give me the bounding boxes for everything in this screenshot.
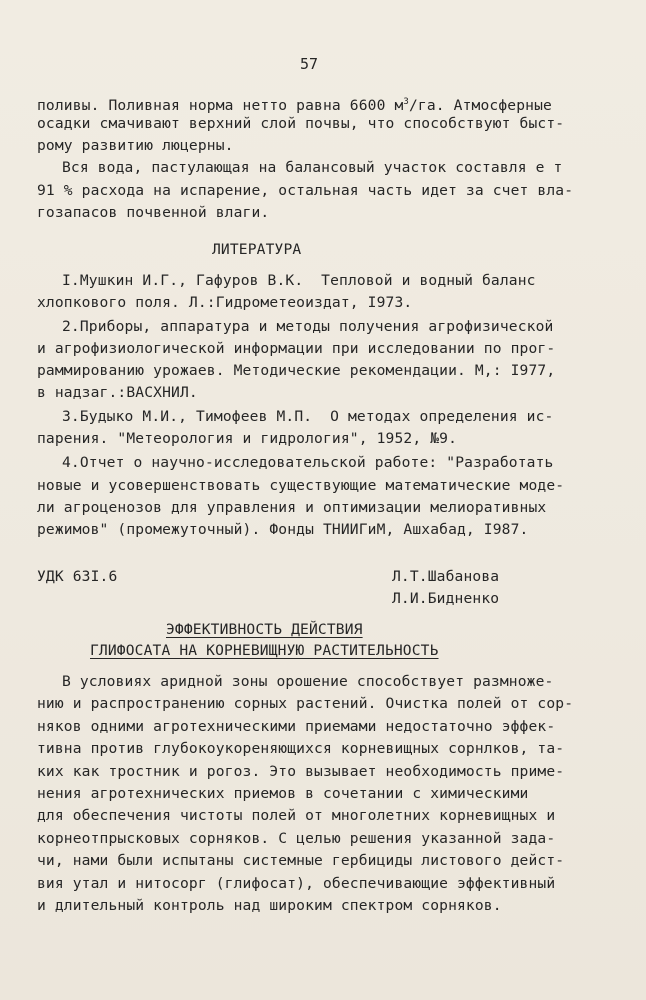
reference-1-line-1: I.Мушкин И.Г., Гафуров В.К. Тепловой и водный баланс [62, 272, 536, 289]
article-title-line-2: ГЛИФОСАТА НА КОРНЕВИЩНУЮ РАСТИТЕЛЬНОСТЬ [90, 642, 439, 659]
author-2: Л.И.Бидненко [392, 590, 500, 607]
reference-4-line-1: 4.Отчет о научно-исследовательской работе: "Разработать [62, 454, 554, 471]
intro-line-1-tail: /га. Атмосферные [408, 97, 552, 114]
body-line-8: корнеотпрысковых сорняков. С целью решения указанной зада- [37, 830, 556, 847]
intro-line-2: осадки смачивают верхний слой почвы, что способствуют быст- [37, 115, 565, 132]
page-number: 57 [300, 55, 319, 73]
reference-3-line-1: 3.Будыко М.И., Тимофеев М.П. О методах определения ис- [62, 408, 554, 425]
body-line-11: и длительный контроль над широким спектром сорняков. [37, 897, 502, 914]
reference-1-line-2: хлопкового поля. Л.:Гидрометеоиздат, I973. [37, 294, 413, 311]
intro-line-1-text: поливы. Поливная норма нетто равна 6600 м [37, 97, 404, 114]
reference-4-line-3: ли агроценозов для управления и оптимизации мелиоративных [37, 499, 547, 516]
unit-superscript: 3 [403, 97, 409, 107]
references-heading: ЛИТЕРАТУРА [212, 241, 302, 258]
reference-3-line-2: парения. "Метеорология и гидрология", 1952, №9. [37, 430, 458, 447]
body-line-5: ких как тростник и рогоз. Это вызывает необходимость приме- [37, 763, 565, 780]
body-line-3: няков одними агротехническими приемами недостаточно эффек- [37, 718, 556, 735]
author-1: Л.Т.Шабанова [392, 568, 500, 585]
body-line-1: В условиях аридной зоны орошение способствует размноже- [62, 673, 554, 690]
water-line-2: 91 % расхода на испарение, остальная часть идет за счет вла- [37, 182, 574, 199]
water-line-3: гозапасов почвенной влаги. [37, 204, 270, 221]
reference-2-line-3: раммированию урожаев. Методические рекомендации. М,: I977, [37, 362, 556, 379]
intro-line-1 [37, 92, 552, 116]
reference-2-line-2: и агрофизиологической информации при исследовании по прог- [37, 340, 556, 357]
body-line-9: чи, нами были испытаны системные гербициды листового дейст- [37, 852, 565, 869]
body-line-2: нию и распространению сорных растений. Очистка полей от сор- [37, 695, 574, 712]
body-line-6: нения агротехнических приемов в сочетании с химическими [37, 785, 529, 802]
intro-line-3: рому развитию люцерны. [37, 137, 234, 154]
body-line-7: для обеспечения чистоты полей от многолетних корневищных и [37, 807, 556, 824]
water-line-1: Вся вода, пастулающая на балансовый участок составля е т [62, 159, 563, 176]
reference-2-line-1: 2.Приборы, аппаратура и методы получения агрофизической [62, 318, 554, 335]
reference-2-line-4: в надзаг.:ВАСХНИЛ. [37, 384, 198, 401]
reference-4-line-4: режимов" (промежуточный). Фонды ТНИИГиМ, Ашхабад, I987. [37, 521, 529, 538]
udk-code: УДК 63I.6 [37, 568, 118, 585]
article-title-line-1: ЭФФЕКТИВНОСТЬ ДЕЙСТВИЯ [166, 621, 363, 638]
body-line-4: тивна против глубокоукореняющихся корневищных сорнлков, та- [37, 740, 565, 757]
reference-4-line-2: новые и усовершенствовать существующие математические моде- [37, 477, 565, 494]
body-line-10: вия утал и нитосорг (глифосат), обеспечивающие эффективный [37, 875, 556, 892]
